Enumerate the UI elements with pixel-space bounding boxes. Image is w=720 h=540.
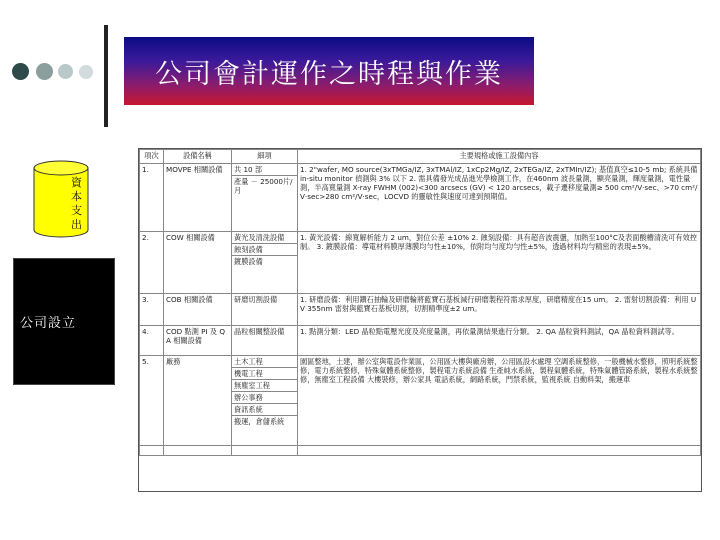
detail-cell (232, 294, 298, 326)
cylinder-label: 資本支出 (71, 176, 82, 231)
row-number: 2. (140, 232, 164, 294)
side-label: 公司設立 (20, 316, 77, 331)
table-row (140, 294, 701, 326)
table-row (140, 356, 701, 446)
equipment-name: COB 相關設備 (164, 294, 232, 326)
row-number: 3. (140, 294, 164, 326)
table-header-row (140, 150, 701, 164)
detail-item: 蝕刻設備 (232, 244, 297, 256)
column-header: 設備名稱 (164, 150, 232, 164)
column-header: 主要規格或施工設備內容 (298, 150, 701, 164)
detail-item: 研磨切割設備 (234, 295, 278, 304)
equipment-name: MOVPE 相關設備 (164, 164, 232, 232)
equipment-table-frame (138, 148, 702, 492)
detail-item: 共 10 部 (232, 164, 297, 176)
spec-cell: 園區整地，土建，辦公室與電設作業區，公用區大樓與廠房辦，公用區設水處理 空調系統整修，一般機械水整修，照明系統整修，電力系統整修，特殊氣體系統整修，製程電力系統設備 生產純水系統，製程氣體系統，特殊氣體管路系統，製程水系統整修，無塵室工程設備 大樓裝修，辦公家具 電話系統，網路系統，門禁系統，監視系統 自動料架，搬運車 (298, 356, 701, 446)
detail-item: 土木工程 (232, 356, 297, 368)
column-header: 項次 (140, 150, 164, 164)
detail-item: 無塵室工程 (232, 380, 297, 392)
detail-item: 辦公事務 (232, 392, 297, 404)
detail-item: 機電工程 (232, 368, 297, 380)
row-number: 4. (140, 326, 164, 356)
bullet-dot-1 (12, 63, 29, 80)
equipment-table (139, 149, 701, 456)
table-row (140, 326, 701, 356)
title-banner (124, 37, 534, 105)
detail-cell (232, 326, 298, 356)
detail-item: 黃光及清洗設備 (232, 232, 297, 244)
bullet-dot-4 (79, 65, 93, 79)
row-number: 1. (140, 164, 164, 232)
column-header: 細項 (232, 150, 298, 164)
detail-item: 晶粒相關整設備 (234, 327, 285, 336)
table-row (140, 232, 701, 294)
detail-item: 資訊系統 (232, 404, 297, 416)
spec-cell: 1. 黃光設備：線寬解析能力 2 um，對位公差 ±10% 2. 蝕刻設備：具有超音波震盪，加熱至100°C及表面酸槽清洗可有效控制。 3. 鍍膜設備：導電材料膜厚薄膜均勻性±10%，依附均勻度均勻性±5%，透過材料均勻精密的表現±5%。 (298, 232, 701, 294)
spec-cell: 1. 研磨設備：利用鑽石抽輪及研磨輪將藍寶石基板減行研磨製程符需求厚度，研磨精度在15 um。 2. 雷射切割設備：利用 UV 355nm 雷射與藍寶石基板切割，切割精準度±2 um。 (298, 294, 701, 326)
detail-cell (232, 164, 298, 232)
detail-item: 搬運，倉儲系統 (234, 417, 285, 426)
equipment-name: COW 相關設備 (164, 232, 232, 294)
spec-cell: 1. 點測分類：LED 晶粒點電壓光度及亮度量測，再依量測結果進行分類。 2. QA 晶粒資料測試，QA 晶粒資料測試等。 (298, 326, 701, 356)
spec-cell: 1. 2"wafer, MO source(3xTMGa/IZ, 3xTMAl/IZ, 1xCp2Mg/IZ, 2xTEGa/IZ, 2xTMIn/IZ); 基值真空≤10-5 mb; 系統具備 in-situ monitor 偵測與 3% 以下 2. 需具備發光成品進光學檢測工作，在460nm 波長量測，顯亮量測，輝度量測，電性量測，半高寬量測 X-ray FWHM (002)<300 arcsecs (GV) < 120 arcsecs，載子遷移度量測≥ 500 cm²/V·sec、>70 cm²/V·sec>280 cm²/V·sec，LOCVD 的靈敏性與速度可達到預期值。 (298, 164, 701, 232)
detail-item: 產量 － 25000片/月 (234, 177, 293, 195)
equipment-name: 廠務 (164, 356, 232, 446)
row-number: 5. (140, 356, 164, 446)
page-title: 公司會計運作之時程與作業 (155, 58, 503, 90)
side-label-box (13, 258, 115, 385)
table-row-empty (140, 446, 701, 456)
equipment-name: COD 點測 PI 及 QA 相關設備 (164, 326, 232, 356)
bullet-dot-2 (36, 63, 53, 80)
table-row (140, 164, 701, 232)
detail-cell (232, 356, 298, 446)
detail-item: 鍍膜設備 (234, 257, 263, 266)
bullet-dot-3 (58, 64, 73, 79)
divider-line (104, 25, 108, 127)
detail-cell (232, 232, 298, 294)
